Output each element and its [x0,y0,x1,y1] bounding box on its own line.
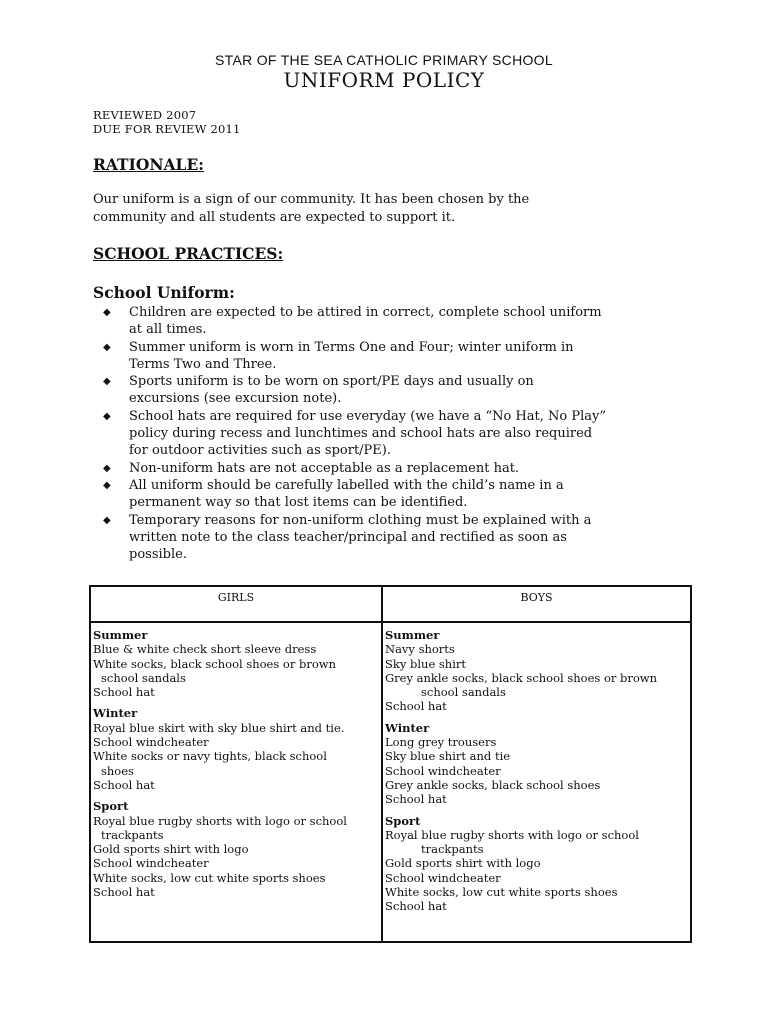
table-header-divider [91,621,690,623]
table-row: School hat [385,699,447,714]
table-row: Gold sports shirt with logo [385,856,541,871]
list-item-line: Terms Two and Three. [129,356,277,372]
review-due-date: DUE FOR REVIEW 2011 [93,122,241,136]
boys-summer-heading: Summer [385,628,440,642]
boys-sport-heading: Sport [385,813,421,828]
list-item-line: at all times. [129,322,207,338]
list-item-line: Temporary reasons for non-uniform clothing must be explained with a [129,512,592,528]
uniform-table [89,585,692,943]
girls-summer-heading: Summer [93,628,148,642]
table-row: White socks or navy tights, black school [93,749,327,764]
table-row: School hat [93,685,155,700]
list-item-line: Non-uniform hats are not acceptable as a replacement hat. [129,460,520,476]
diamond-bullet-icon: ◆ [103,410,111,422]
rationale-line: Our uniform is a sign of our community. It has been chosen by the [93,192,530,207]
boys-column [385,628,690,914]
table-row: School hat [385,899,447,914]
uniform-rules-list [93,304,693,563]
rationale-text [93,191,693,226]
diamond-bullet-icon: ◆ [103,376,111,388]
table-row: School hat [93,885,155,900]
table-row: Royal blue rugby shorts with logo or school [385,827,639,842]
table-row: Long grey trousers [385,735,497,750]
list-item-line: possible. [129,547,187,563]
diamond-bullet-icon: ◆ [103,462,111,474]
table-row: school sandals [421,685,506,700]
reviewed-date: REVIEWED 2007 [93,108,197,122]
diamond-bullet-icon: ◆ [103,307,111,318]
list-item [93,512,693,564]
school-uniform-heading: School Uniform: [93,283,235,302]
table-column-divider [381,587,383,941]
table-row: School hat [93,777,155,792]
table-row: Gold sports shirt with logo [93,842,249,857]
rationale-line: community and all students are expected to support it. [93,209,456,225]
table-row: White socks, black school shoes or brown [93,656,337,671]
list-item-line: Sports uniform is to be worn on sport/PE days and usually on [129,374,534,390]
girls-winter-heading: Winter [93,706,138,721]
list-item-line: All uniform should be carefully labelled with the child’s name in a [129,477,564,493]
list-item [93,408,693,460]
table-row: Blue & white check short sleeve dress [93,642,317,657]
table-row: Grey ankle socks, black school shoes or brown [385,670,658,685]
list-item [93,477,693,512]
boys-column-header: BOYS [520,591,553,604]
table-row: Royal blue rugby shorts with logo or school [93,813,347,828]
table-row: shoes [101,763,134,778]
table-row: trackpants [421,842,484,857]
list-item-line: excursions (see excursion note). [129,391,342,407]
girls-column [93,628,378,899]
list-item-line: Children are expected to be attired in correct, complete school uniform [129,305,602,320]
table-row: Royal blue skirt with sky blue shirt and tie. [93,720,345,735]
list-item [93,460,693,477]
table-row: School windcheater [385,763,501,778]
list-item [93,304,693,339]
list-item-line: for outdoor activities such as sport/PE). [129,443,391,459]
table-row: Grey ankle socks, black school shoes [385,777,601,792]
table-row: School hat [385,792,447,807]
diamond-bullet-icon: ◆ [103,514,111,526]
table-row: Sky blue shirt [385,656,467,671]
boys-winter-heading: Winter [385,720,430,735]
table-row: School windcheater [93,735,209,750]
table-row: trackpants [101,827,164,842]
school-name: STAR OF THE SEA CATHOLIC PRIMARY SCHOOL [215,52,553,68]
school-practices-heading: SCHOOL PRACTICES: [93,244,284,263]
list-item [93,339,693,374]
table-row: school sandals [101,670,186,685]
table-row: Navy shorts [385,642,455,657]
table-row: Sky blue shirt and tie [385,749,511,764]
girls-column-header: GIRLS [217,591,255,604]
list-item-line: policy during recess and lunchtimes and school hats are also required [129,426,593,442]
diamond-bullet-icon: ◆ [103,341,111,353]
table-row: School windcheater [385,870,501,885]
list-item-line: Summer uniform is worn in Terms One and Four; winter uniform in [129,339,574,355]
girls-sport-heading: Sport [93,799,129,814]
table-row: School windcheater [93,856,209,871]
list-item [93,373,693,408]
document-title: UNIFORM POLICY [283,68,485,92]
table-row: White socks, low cut white sports shoes [385,885,618,900]
list-item-line: School hats are required for use everyday (we have a “No Hat, No Play” [129,408,606,424]
rationale-heading: RATIONALE: [93,155,204,174]
table-row: White socks, low cut white sports shoes [93,870,326,885]
list-item-line: written note to the class teacher/principal and rectified as soon as [129,529,567,545]
diamond-bullet-icon: ◆ [103,479,111,491]
list-item-line: permanent way so that lost items can be identified. [129,495,468,511]
